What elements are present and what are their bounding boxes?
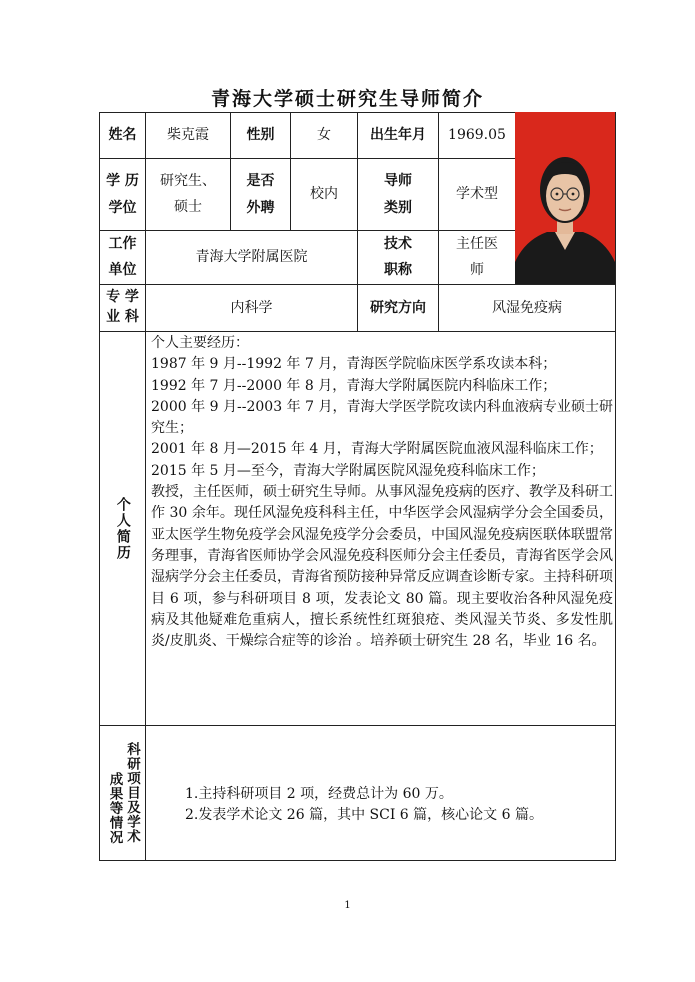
- document-title: 青海大学硕士研究生导师简介: [210, 88, 484, 110]
- label-external: [231, 159, 290, 230]
- resume-line: 2000 年 9 月--2003 年 7 月，青海大学医学院攻读内科血液病专业硕士研究生；: [151, 398, 613, 437]
- label-degree: [100, 159, 145, 230]
- label-major-line1: 专 学: [106, 289, 139, 306]
- label-major: [100, 285, 145, 331]
- label-tech-title-line1: 技术: [384, 236, 412, 253]
- value-degree-line2: 硕士: [174, 198, 202, 215]
- label-work-unit-line2: 单位: [108, 261, 137, 278]
- value-tech-title: [439, 231, 515, 284]
- label-research-direction: 研究方向: [370, 299, 426, 316]
- label-advisor-type: [358, 159, 438, 230]
- research-item: 1.主持科研项目 2 项，经费总计为 60 万。: [185, 786, 453, 802]
- label-external-line1: 是否: [246, 172, 275, 189]
- value-birth: 1969.05: [448, 127, 506, 144]
- label-name: 姓名: [108, 127, 137, 144]
- label-advisor-type-line2: 类别: [384, 199, 412, 216]
- value-research-direction: 风湿免疫病: [492, 299, 562, 316]
- value-degree-line1: 研究生、: [160, 173, 216, 190]
- label-birth: 出生年月: [370, 127, 426, 144]
- label-work-unit: [100, 231, 145, 284]
- value-major: 内科学: [230, 299, 273, 316]
- value-gender: 女: [317, 127, 331, 144]
- value-name: 柴克霞: [167, 127, 209, 144]
- label-external-line2: 外聘: [246, 199, 275, 216]
- value-external: 校内: [310, 186, 338, 203]
- label-tech-title-line2: 职称: [384, 261, 412, 278]
- table-border-bottom: [99, 860, 616, 861]
- resume-line: 个人主要经历：: [151, 335, 249, 351]
- label-degree-line2: 学位: [108, 199, 137, 216]
- resume-line: 1992 年 7 月--2000 年 8 月，青海大学附属医院内科临床工作；: [151, 377, 557, 394]
- label-resume-text: 个人简历: [114, 496, 131, 561]
- label-major-line2: 业 科: [106, 309, 139, 325]
- label-gender: 性别: [246, 127, 275, 144]
- portrait-icon: [515, 112, 615, 284]
- page-number: 1: [344, 900, 351, 911]
- portrait-photo: [515, 112, 615, 284]
- value-advisor-type: 学术型: [456, 186, 498, 203]
- label-achievements-left: 成果等情况: [106, 771, 123, 845]
- label-achievements: [100, 726, 145, 860]
- value-degree: [146, 159, 230, 230]
- table-border-right: [615, 112, 616, 861]
- value-tech-title-line1: 主任医: [456, 236, 498, 253]
- label-resume: [100, 332, 145, 725]
- value-work-unit: 青海大学附属医院: [195, 249, 308, 266]
- resume-line: 1987 年 9 月--1992 年 7 月，青海医学院临床医学系攻读本科；: [151, 356, 557, 373]
- resume-line: 2015 年 5 月—至今，青海大学附属医院风湿免疫科临床工作；: [151, 462, 545, 479]
- label-tech-title: [358, 231, 438, 284]
- research-content: [185, 784, 605, 826]
- row-divider-5: [99, 725, 616, 726]
- research-item: 2.发表学术论文 26 篇，其中 SCI 6 篇，核心论文 6 篇。: [185, 807, 543, 823]
- label-degree-line1: 学 历: [106, 172, 139, 189]
- value-tech-title-line2: 师: [470, 261, 484, 278]
- label-work-unit-line1: 工作: [108, 236, 137, 253]
- resume-line: 教授，主任医师，硕士研究生导师。从事风湿免疫病的医疗、教学及科研工作 30 余年。现任风湿免疫科科主任，中华医学会风湿病学分会全国委员，亚太医学生物免疫学会风湿免疫学分会委员，中国风湿免疫病医联体联盟常务理事，青海省医师协学会风湿免疫科医师分会主任委员，青海省医学会风湿病学分会主任委员，青海省预防接种异常反应调查诊断专家。主持科研项目 6 项，参与科研项目 8 项，发表论文 80 篇。现主要收治各种风湿免疫病及其他疑难危重病人，擅长系统性红斑狼疮、类风湿关节炎、多发性肌炎/皮肌炎、干燥综合症等的诊治 。培养硕士研究生 28 名，毕业 16 名。: [151, 484, 613, 650]
- label-advisor-type-line1: 导师: [384, 172, 412, 189]
- label-achievements-right: 科研项目及学术: [124, 742, 141, 844]
- row-divider-4: [99, 331, 616, 332]
- resume-line: 2001 年 8 月—2015 年 4 月，青海大学附属医院血液风湿科临床工作；: [151, 441, 603, 458]
- resume-content: [151, 333, 613, 652]
